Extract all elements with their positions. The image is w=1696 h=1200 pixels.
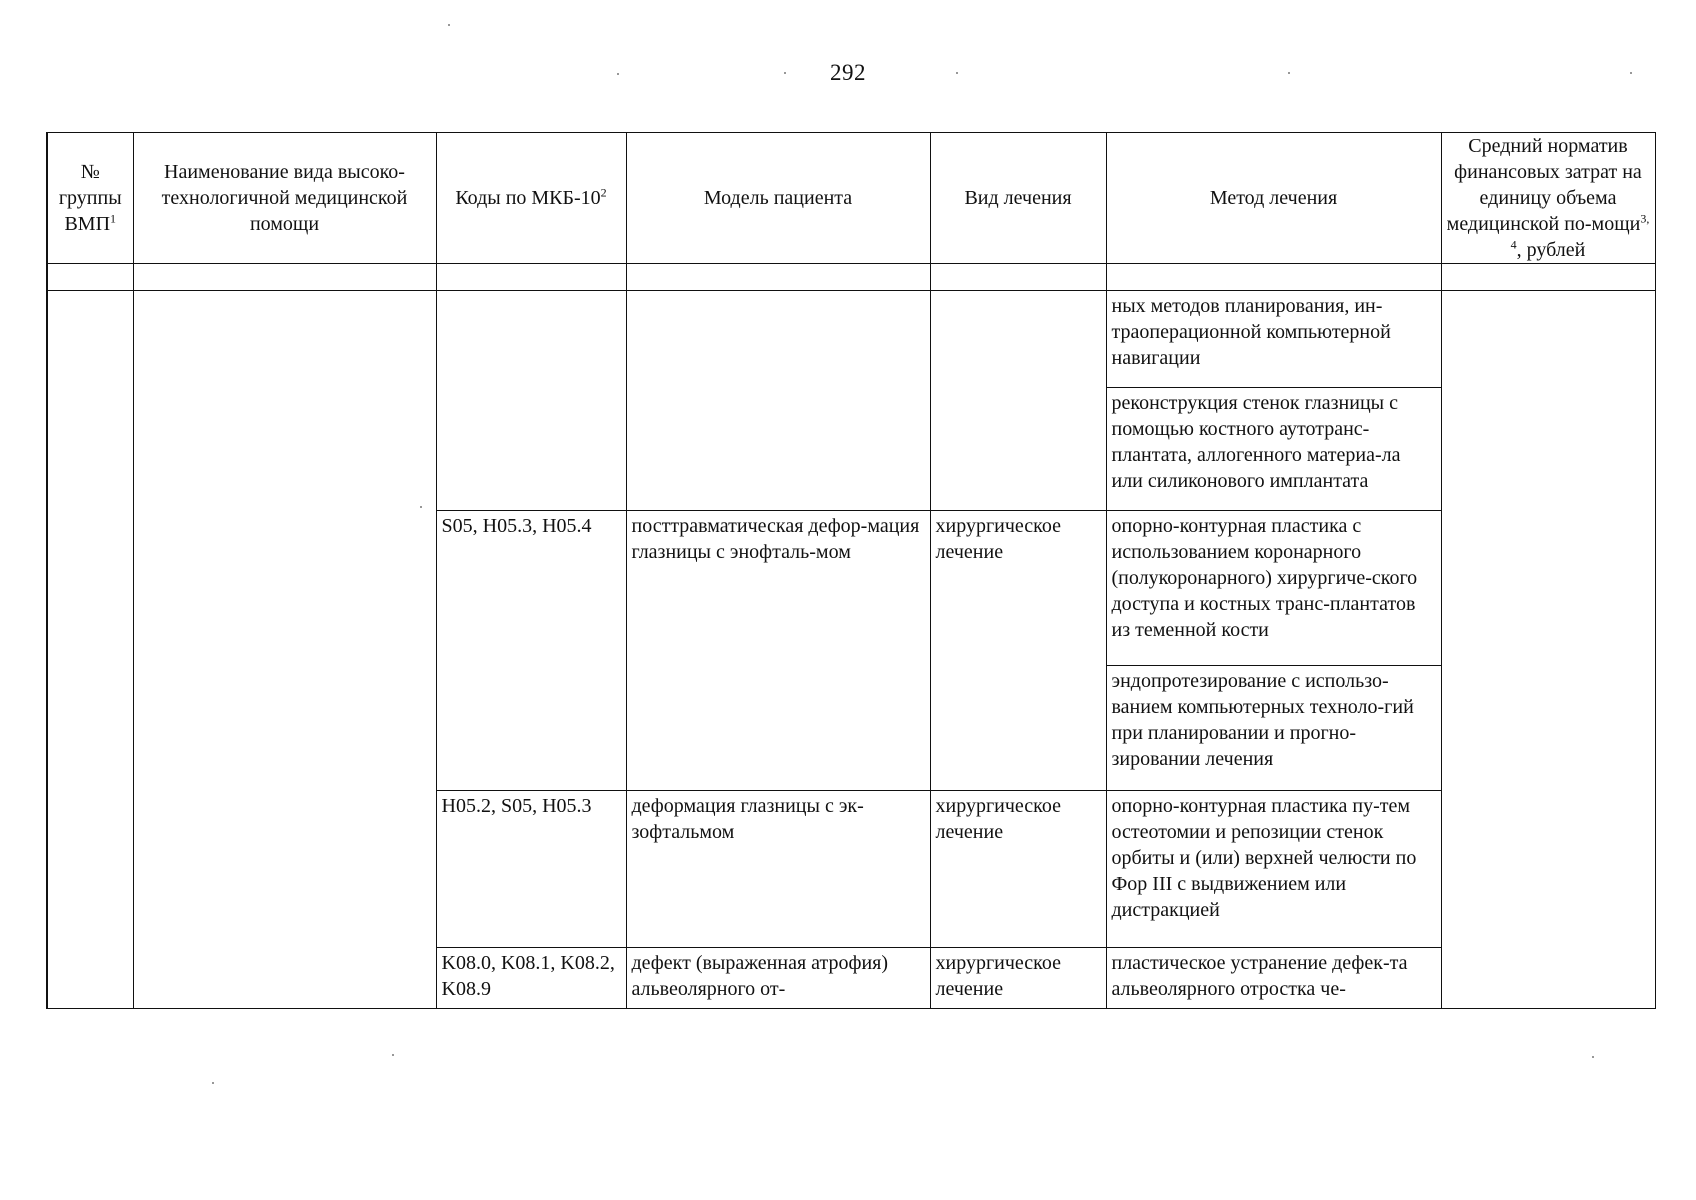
header-group-number: № группы ВМП$^1$: [47, 133, 133, 264]
header-vmp-name: Наименование вида высоко-технологичной медицинской помощи: [133, 133, 436, 264]
scan-speck: [448, 24, 450, 26]
patient-model-cell: посттравматическая дефор-мация глазницы с энофталь-мом: [626, 511, 930, 791]
scan-speck: [956, 72, 958, 74]
icd-codes-cell: H05.2, S05, H05.3: [436, 791, 626, 948]
treatment-type-cell: хирургическое лечение: [930, 948, 1106, 1009]
method-item: опорно-контурная пластика с использованием коронарного (полукоронарного) хирургиче-ского доступа и костных транс-плантатов из теменной кости: [1107, 511, 1441, 666]
scan-speck: [1630, 72, 1632, 74]
header-treatment-type: Вид лечения: [930, 133, 1106, 264]
icd-codes-cell: K08.0, K08.1, K08.2, K08.9: [436, 948, 626, 1009]
patient-model-cell: деформация глазницы с эк-зофтальмом: [626, 791, 930, 948]
scan-speck: [1592, 1056, 1594, 1058]
scan-speck: [1288, 72, 1290, 74]
cost-cell: [1441, 291, 1655, 1009]
table-header-row: [47, 133, 1655, 264]
patient-model-cell: [626, 291, 930, 511]
method-item: ных методов планирования, ин-траоперационной компьютерной навигации: [1107, 291, 1441, 388]
icd-codes-cell: [436, 291, 626, 511]
scan-speck: [392, 1054, 394, 1056]
treatment-type-cell: хирургическое лечение: [930, 511, 1106, 791]
method-item: опорно-контурная пластика пу-тем остеотомии и репозиции стенок орбиты и (или) верхней челюсти по Фор III с выдвижением или дистракцией: [1111, 795, 1417, 921]
method-item: пластическое устранение дефек-та альвеолярного отростка че-: [1111, 952, 1408, 1000]
header-patient-model: Модель пациента: [626, 133, 930, 264]
vmp-table: [46, 132, 1656, 1009]
page-number: 292: [830, 60, 866, 85]
treatment-method-cell: [1106, 291, 1441, 511]
treatment-type-cell: хирургическое лечение: [930, 791, 1106, 948]
vmp-name-cell: [133, 291, 436, 1009]
scan-speck: [212, 1082, 214, 1084]
icd-codes-cell: S05, H05.3, H05.4: [436, 511, 626, 791]
treatment-method-cell: [1106, 511, 1441, 791]
treatment-type-cell: [930, 291, 1106, 511]
scan-speck: [617, 73, 619, 75]
table-row: [47, 291, 1655, 511]
group-number-cell: [47, 291, 133, 1009]
patient-model-cell: дефект (выраженная атрофия) альвеолярного от-: [626, 948, 930, 1009]
header-treatment-method: Метод лечения: [1106, 133, 1441, 264]
treatment-method-cell: [1106, 791, 1441, 948]
method-item: эндопротезирование с использо-ванием компьютерных техноло-гий при планировании и прогно-зировании лечения: [1111, 670, 1414, 770]
scan-speck: [784, 72, 786, 74]
method-item: реконструкция стенок глазницы с помощью костного аутотранс-плантата, аллогенного материа-ла или силиконового имплантата: [1111, 392, 1401, 492]
column-number-row: [47, 264, 1655, 291]
header-cost-standard: Средний норматив финансовых затрат на единицу объема медицинской по-мощи$^{3, 4}$, рублей: [1441, 133, 1655, 264]
treatment-method-cell: [1106, 948, 1441, 1009]
header-icd-codes: Коды по МКБ-$10^2$: [436, 133, 626, 264]
